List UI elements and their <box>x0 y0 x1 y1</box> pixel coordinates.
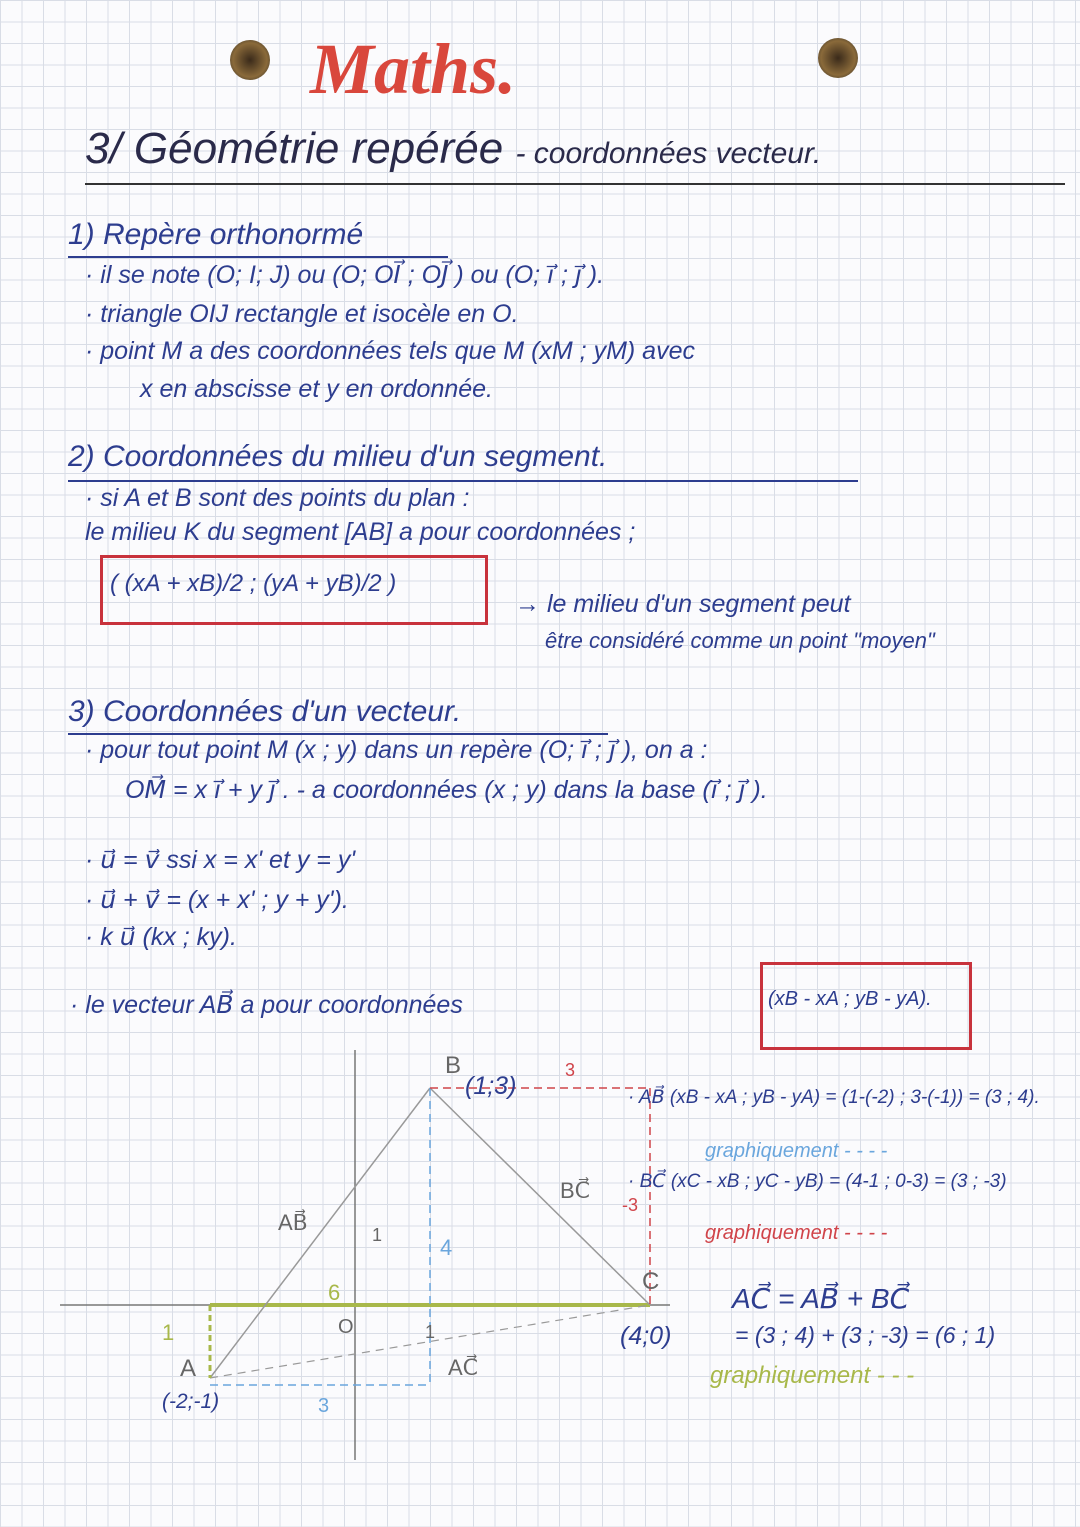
chapter-title-main: 3/ Géométrie repérée <box>85 124 504 173</box>
x-unit-label: 1 <box>425 1322 436 1342</box>
text-line: · u⃗ + v⃗ = (x + x' ; y + y'). <box>85 886 349 914</box>
origin-label: O <box>338 1316 354 1338</box>
point-c-coord: (4;0) <box>620 1322 672 1350</box>
graphically-note: graphiquement - - - - <box>705 1140 888 1162</box>
vector-formula: (xB - xA ; yB - yA). <box>768 988 932 1010</box>
point-c-label: C <box>642 1268 660 1295</box>
text-line: le milieu K du segment [AB] a pour coordonnées ; <box>85 518 636 546</box>
point-b-label: B <box>445 1052 462 1079</box>
vector-bc-label: BC⃗ <box>560 1178 591 1203</box>
bc-calculation: · BC⃗ (xC - xB ; yC - yB) = (4-1 ; 0-3) = (3 ; -3) <box>628 1171 1007 1192</box>
text-line: · pour tout point M (x ; y) dans un repère (O; i⃗ ; j⃗ ), on a : <box>85 736 708 764</box>
binder-hole <box>818 38 858 78</box>
text-line: OM⃗ = x i⃗ + y j⃗ . - a coordonnées (x ; y) dans la base (i⃗ ; j⃗ ). <box>125 776 768 804</box>
vector-ab-label: AB⃗ <box>278 1210 308 1235</box>
underline <box>68 480 858 482</box>
binder-hole <box>230 40 270 80</box>
note: être considéré comme un point "moyen" <box>545 628 935 653</box>
bc-y-length: -3 <box>622 1195 639 1215</box>
ab-calculation: · AB⃗ (xB - xA ; yB - yA) = (1-(-2) ; 3-(-1)) = (3 ; 4). <box>628 1087 1040 1108</box>
ac-calculation: = (3 ; 4) + (3 ; -3) = (6 ; 1) <box>735 1322 996 1348</box>
ac-x-length: 6 <box>328 1280 341 1305</box>
title-underline <box>85 183 1065 185</box>
text-line: · il se note (O; I; J) ou (O; OI⃗ ; OJ⃗ ) ou (O; i⃗ ; j⃗ ). <box>85 261 605 289</box>
text-line: · point M a des coordonnées tels que M (xM ; yM) avec <box>85 337 695 365</box>
underline <box>68 256 448 258</box>
page-title: Maths. <box>310 29 517 109</box>
text-line: x en abscisse et y en ordonnée. <box>140 375 494 403</box>
text-line: · u⃗ = v⃗ ssi x = x' et y = y' <box>85 846 356 874</box>
ab-x-length: 3 <box>318 1395 330 1417</box>
section1-heading: 1) Repère orthonormé <box>68 218 364 251</box>
point-b-coord: (1;3) <box>465 1072 517 1100</box>
bc-x-length: 3 <box>565 1060 576 1080</box>
section3-heading: 3) Coordonnées d'un vecteur. <box>68 695 462 728</box>
y-unit-label: 1 <box>372 1225 383 1245</box>
ab-y-length: 4 <box>440 1235 453 1260</box>
vector-ac-label: AC⃗ <box>448 1355 479 1380</box>
text-line: · triangle OIJ rectangle et isocèle en O. <box>85 300 519 328</box>
ac-y-length: 1 <box>162 1320 175 1345</box>
point-a-label: A <box>180 1355 197 1382</box>
ac-equation: AC⃗ = AB⃗ + BC⃗ <box>732 1283 910 1314</box>
text-line: · le vecteur AB⃗ a pour coordonnées <box>70 991 463 1019</box>
text-line: · k u⃗ (kx ; ky). <box>85 923 237 951</box>
chapter-title-suffix: - coordonnées vecteur. <box>515 137 822 170</box>
chapter-title <box>85 124 1060 174</box>
graphically-note: graphiquement - - - - <box>705 1222 888 1244</box>
midpoint-formula: ( (xA + xB)/2 ; (yA + yB)/2 ) <box>110 570 397 597</box>
graphically-note: graphiquement - - - <box>710 1362 915 1389</box>
segment-ab <box>210 1088 430 1378</box>
section2-heading: 2) Coordonnées du milieu d'un segment. <box>68 440 608 473</box>
segment-bc <box>430 1088 650 1305</box>
note: → le milieu d'un segment peut <box>515 590 851 618</box>
text-line: · si A et B sont des points du plan : <box>85 484 470 512</box>
coordinate-graph <box>0 1040 700 1480</box>
point-a-coord: (-2;-1) <box>162 1390 220 1413</box>
